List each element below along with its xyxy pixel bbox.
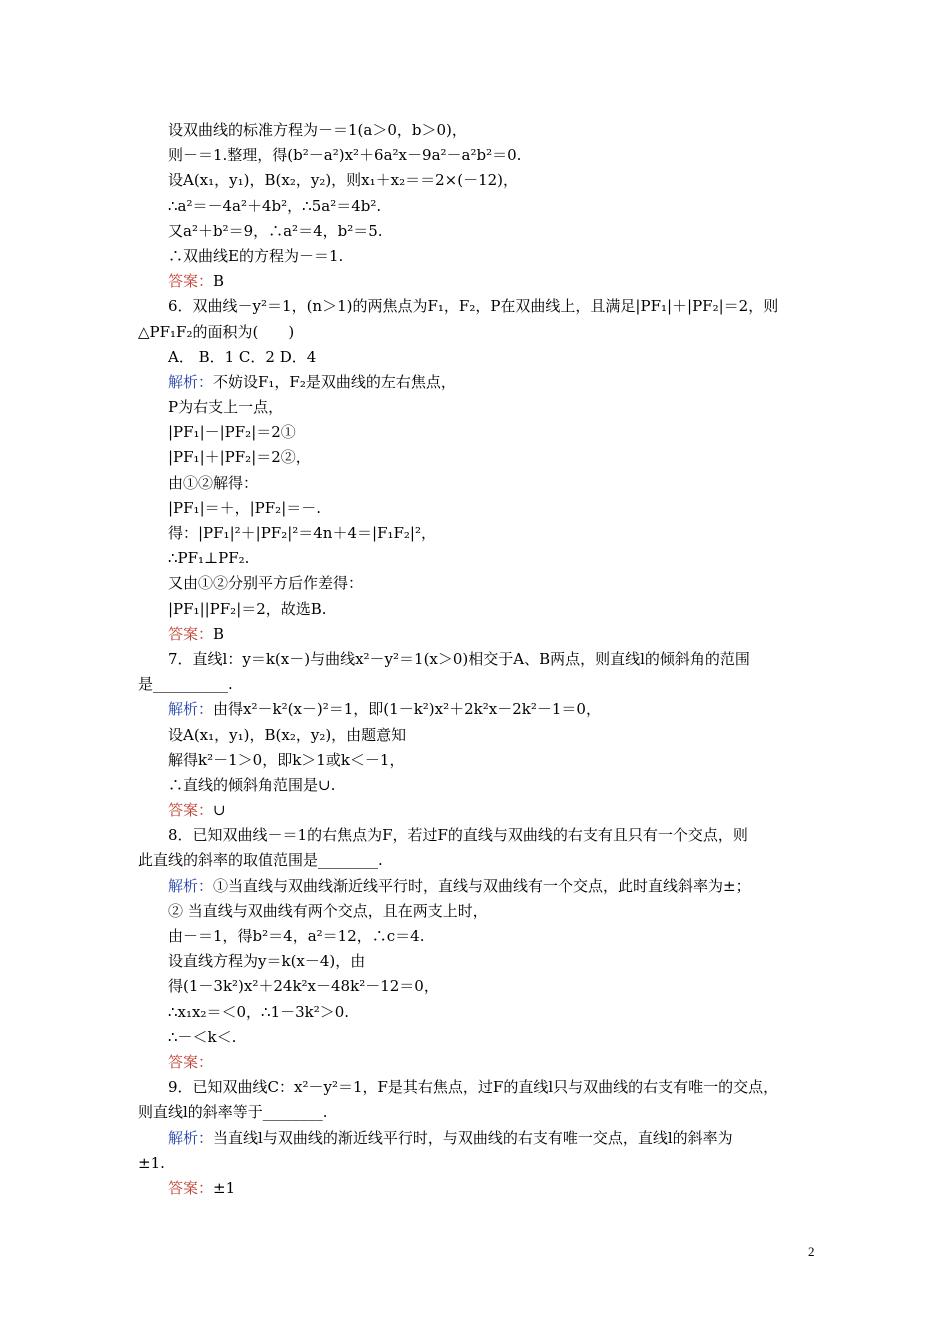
text-line [138, 194, 828, 219]
line-text: ±1. [138, 1153, 165, 1172]
text-line [138, 471, 828, 496]
text-line [138, 697, 828, 722]
text-line [138, 244, 828, 269]
line-text: 由得x²－k²(x－)²＝1，即(1－k²)x²＋2k²x－2k²－1＝0， [213, 700, 601, 719]
text-line [138, 496, 828, 521]
text-line [138, 597, 828, 622]
line-text: B [213, 624, 225, 643]
line-text: 由－＝1，得b²＝4，a²＝12，∴c＝4. [168, 927, 425, 945]
line-text: 9．已知双曲线C：x²－y²＝1，F是其右焦点，过F的直线l只与双曲线的右支有唯一的交点， [168, 1078, 779, 1097]
line-text: 6．双曲线－y²＝1，(n＞1)的两焦点为F₁，F₂，P在双曲线上，且满足|PF₁|＋|PF₂|＝2，则 [168, 297, 779, 316]
text-line [138, 345, 828, 370]
analysis-label: 解析： [168, 372, 214, 391]
line-text: ±1 [213, 1178, 236, 1197]
text-line [138, 1176, 828, 1201]
text-line [138, 723, 828, 748]
line-text: ∪ [213, 801, 226, 820]
text-line [138, 899, 828, 924]
line-text: 又a²＋b²＝9，∴a²＝4，b²＝5. [168, 221, 383, 240]
line-text: 由①②解得： [168, 473, 259, 492]
answer-label: 答案： [168, 1178, 214, 1197]
text-line [138, 395, 828, 420]
analysis-label: 解析： [168, 700, 214, 719]
line-text: △PF₁F₂的面积为( ) [138, 322, 295, 341]
text-line [138, 143, 828, 168]
answer-label: 答案： [168, 624, 214, 643]
text-line [138, 521, 828, 546]
line-text: 得：|PF₁|²＋|PF₂|²＝4n＋4＝|F₁F₂|²， [168, 524, 436, 542]
text-line [138, 546, 828, 571]
text-line [138, 848, 828, 873]
text-line [138, 748, 828, 773]
answer-label: 答案： [168, 1052, 214, 1071]
line-text: |PF₁|＋|PF₂|＝2②， [168, 448, 311, 467]
line-text: 又由①②分别平方后作差得： [168, 574, 364, 593]
text-line [138, 118, 828, 143]
text-line [138, 1000, 828, 1025]
text-line [138, 445, 828, 470]
text-line [138, 320, 828, 345]
text-line [138, 647, 828, 672]
analysis-label: 解析： [168, 1128, 214, 1147]
text-line [138, 219, 828, 244]
line-text: ∴－＜k＜. [168, 1027, 237, 1046]
text-line [138, 974, 828, 999]
text-line [138, 1075, 828, 1100]
line-text: 设双曲线的标准方程为－＝1(a＞0，b＞0)， [168, 121, 467, 139]
text-line [138, 269, 828, 294]
text-line [138, 1100, 828, 1125]
text-line [138, 874, 828, 899]
line-text: ①当直线与双曲线渐近线平行时，直线与双曲线有一个交点，此时直线斜率为±； [213, 876, 751, 895]
line-text: ② 当直线与双曲线有两个交点，且在两支上时， [168, 901, 488, 920]
text-line [138, 420, 828, 445]
line-text: ∴PF₁⊥PF₂. [168, 549, 250, 568]
line-text: ∴x₁x₂＝＜0，∴1－3k²＞0. [168, 1002, 350, 1021]
line-text: 则－＝1.整理，得(b²－a²)x²＋6a²x－9a²－a²b²＝0. [168, 146, 522, 165]
text-line [138, 949, 828, 974]
line-text: 解得k²－1＞0，即k＞1或k＜－1， [168, 750, 405, 769]
line-text: ∴双曲线E的方程为－＝1. [168, 246, 344, 265]
text-line [138, 1126, 828, 1151]
text-line [138, 1050, 828, 1075]
text-line [138, 168, 828, 193]
text-line [138, 294, 828, 319]
line-text: B [213, 272, 225, 291]
line-text: 则直线l的斜率等于________. [138, 1103, 328, 1122]
line-text: P为右支上一点， [168, 398, 284, 417]
line-text: 设直线方程为y＝k(x－4)，由 [168, 952, 366, 971]
line-text: |PF₁|＝＋，|PF₂|＝－. [168, 498, 322, 517]
text-line [138, 370, 828, 395]
line-text: 设A(x₁，y₁)，B(x₂，y₂)，则x₁＋x₂＝＝2×(－12)， [168, 171, 519, 190]
analysis-label: 解析： [168, 876, 214, 895]
line-text: ∴直线的倾斜角范围是∪. [168, 775, 336, 794]
answer-label: 答案： [168, 801, 214, 820]
line-text: 当直线l与双曲线的渐近线平行时，与双曲线的右支有唯一交点，直线l的斜率为 [213, 1128, 733, 1147]
line-text: |PF₁||PF₂|＝2，故选B. [168, 599, 327, 618]
line-text: ∴a²＝－4a²＋4b²，∴5a²＝4b². [168, 196, 382, 215]
line-text: 7．直线l：y＝k(x－)与曲线x²－y²＝1(x＞0)相交于A、B两点，则直线l的倾斜角的范围 [168, 649, 750, 668]
text-line [138, 823, 828, 848]
answer-label: 答案： [168, 272, 214, 291]
line-text: 是__________. [138, 675, 233, 694]
line-text: 设A(x₁，y₁)，B(x₂，y₂)，由题意知 [168, 725, 407, 744]
text-line [138, 798, 828, 823]
text-line [138, 571, 828, 596]
page-number: 2 [808, 1244, 815, 1259]
text-line [138, 622, 828, 647]
text-line [138, 773, 828, 798]
line-text: 得(1－3k²)x²＋24k²x－48k²－12＝0， [168, 977, 439, 996]
text-line [138, 672, 828, 697]
line-text: 8．已知双曲线－＝1的右焦点为F，若过F的直线与双曲线的右支有且只有一个交点，则 [168, 826, 748, 845]
line-text: 此直线的斜率的取值范围是________. [138, 851, 383, 870]
text-line [138, 924, 828, 949]
page-body [138, 118, 828, 1201]
line-text: 不妨设F₁，F₂是双曲线的左右焦点， [213, 372, 456, 391]
line-text: |PF₁|－|PF₂|＝2① [168, 423, 296, 442]
text-line [138, 1151, 828, 1176]
text-line [138, 1025, 828, 1050]
line-text: A． B．1 C．2 D．4 [168, 347, 317, 366]
